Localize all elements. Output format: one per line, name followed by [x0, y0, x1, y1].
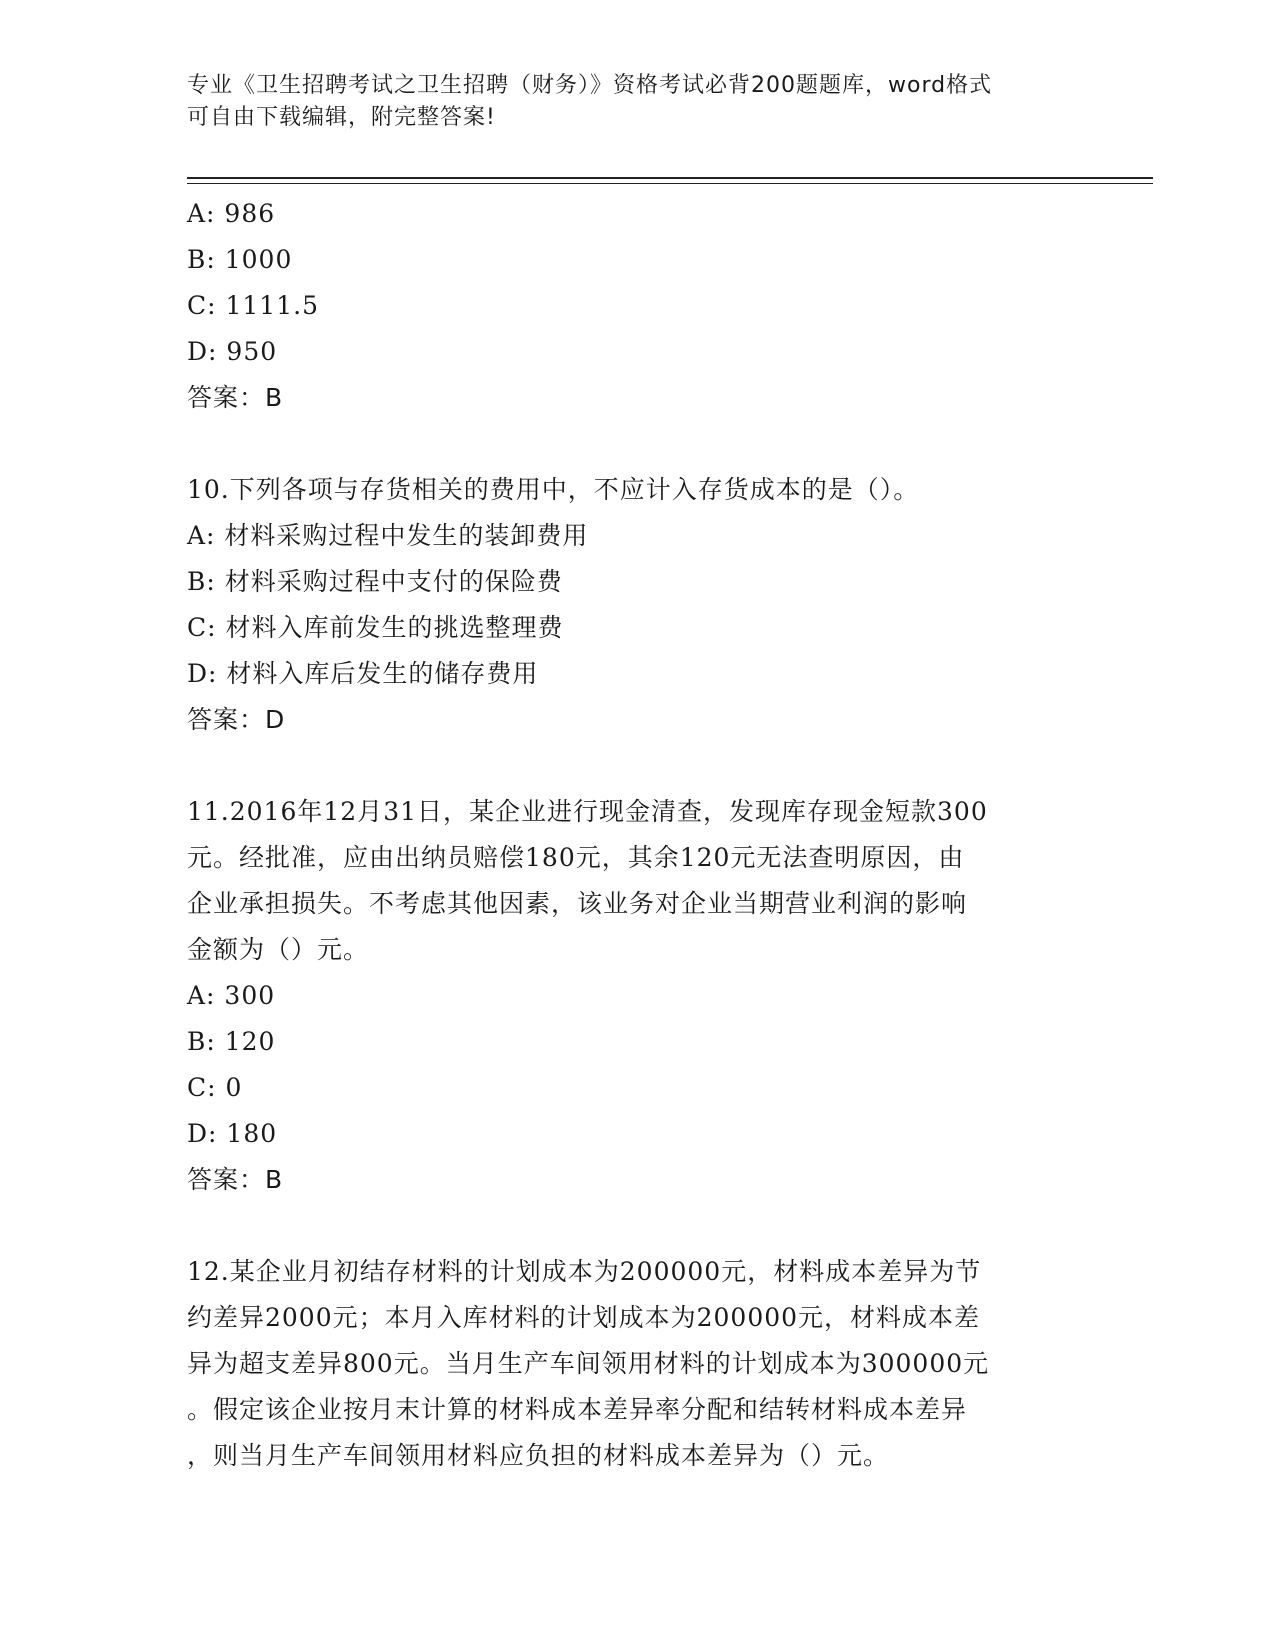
- spacer: [187, 743, 1077, 789]
- option-d: D: 950: [187, 337, 278, 366]
- document-header: [187, 70, 1067, 134]
- header-divider-thin: [187, 183, 1153, 184]
- option-b: B: 1000: [187, 245, 293, 274]
- question-9: [187, 191, 1077, 421]
- question-text-line: ，则当月生产车间领用材料应负担的材料成本差异为（）元。: [187, 1441, 890, 1470]
- spacer: [187, 1203, 1077, 1249]
- option-a: A: 材料采购过程中发生的装卸费用: [187, 521, 589, 550]
- header-title-line2: 可自由下载编辑，附完整答案!: [187, 105, 496, 130]
- option-b: B: 材料采购过程中支付的保险费: [187, 567, 563, 596]
- answer-label: 答案：B: [187, 383, 284, 412]
- option-c: C: 0: [187, 1073, 243, 1102]
- question-list: [187, 191, 1077, 1479]
- header-title-line1: 专业《卫生招聘考试之卫生招聘（财务）》资格考试必背200题题库，word格式: [187, 73, 993, 98]
- question-text-line: 约差异2000元；本月入库材料的计划成本为200000元，材料成本差: [187, 1303, 981, 1332]
- question-text-line: 12.某企业月初结存材料的计划成本为200000元，材料成本差异为节: [187, 1257, 982, 1286]
- option-c: C: 1111.5: [187, 291, 319, 320]
- question-11: [187, 789, 1077, 1203]
- question-text-line: 11.2016年12月31日，某企业进行现金清查，发现库存现金短款300: [187, 797, 988, 826]
- option-a: A: 986: [187, 199, 276, 228]
- answer-label: 答案：D: [187, 705, 286, 734]
- question-10: [187, 467, 1077, 743]
- question-12: [187, 1249, 1077, 1479]
- option-b: B: 120: [187, 1027, 276, 1056]
- question-text-line: 元。经批准，应由出纳员赔偿180元，其余120元无法查明原因，由: [187, 843, 965, 872]
- question-text-line: 金额为（）元。: [187, 935, 370, 964]
- question-text-line: 企业承担损失。不考虑其他因素，该业务对企业当期营业利润的影响: [187, 889, 968, 918]
- question-text-line: 异为超支差异800元。当月生产车间领用材料的计划成本为300000元: [187, 1349, 990, 1378]
- question-text-line: 。假定该企业按月末计算的材料成本差异率分配和结转材料成本差异: [187, 1395, 968, 1424]
- option-a: A: 300: [187, 981, 276, 1010]
- option-c: C: 材料入库前发生的挑选整理费: [187, 613, 564, 642]
- header-divider-thick: [187, 177, 1153, 179]
- answer-label: 答案：B: [187, 1165, 284, 1194]
- option-d: D: 材料入库后发生的储存费用: [187, 659, 539, 688]
- question-text: 10.下列各项与存货相关的费用中，不应计入存货成本的是（）。: [187, 475, 920, 504]
- spacer: [187, 421, 1077, 467]
- option-d: D: 180: [187, 1119, 278, 1148]
